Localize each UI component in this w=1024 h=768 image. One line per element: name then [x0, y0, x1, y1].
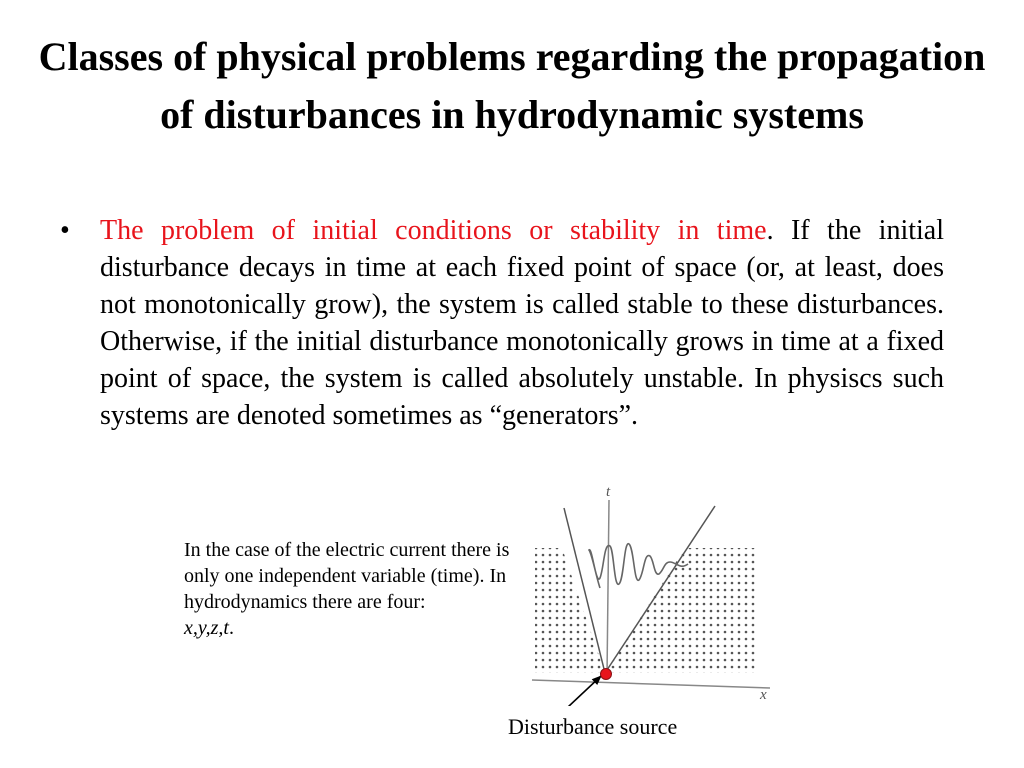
caption-end: . — [229, 617, 234, 639]
t-axis-label: t — [606, 484, 611, 500]
x-axis-label: x — [760, 687, 767, 703]
caption-text: In the case of the electric current there is only one independent variable (time). In hydrodynamics there are four: — [184, 539, 510, 613]
disturbance-source-label: Disturbance source — [508, 714, 678, 739]
disturbance-diagram — [520, 476, 790, 706]
bullet-item — [60, 212, 944, 434]
x-axis — [532, 680, 770, 688]
diagram-caption — [184, 537, 524, 641]
bullet-highlight: The problem of initial conditions or stability in time — [100, 215, 767, 246]
bullet-text: . If the initial disturbance decays in time at each fixed point of space (or, at least, does not monotonically grow), the system is called stable to these disturbances. Otherwise, if the initial disturbance monotonically grows in time at a fixed point of space, the system is called absolutely unstable. In physiscs such systems are denoted sometimes as “generators”. — [100, 215, 944, 431]
t-axis — [607, 500, 609, 676]
slide-title: Classes of physical problems regarding the propagation of disturbances in hydrodynamic systems — [38, 34, 986, 137]
hatched-region-right — [605, 548, 755, 673]
disturbance-source-dot — [601, 669, 612, 680]
caption-variables: x,y,z,t — [184, 617, 229, 639]
bullet-list — [60, 212, 944, 434]
bullet-marker: • — [60, 215, 70, 246]
